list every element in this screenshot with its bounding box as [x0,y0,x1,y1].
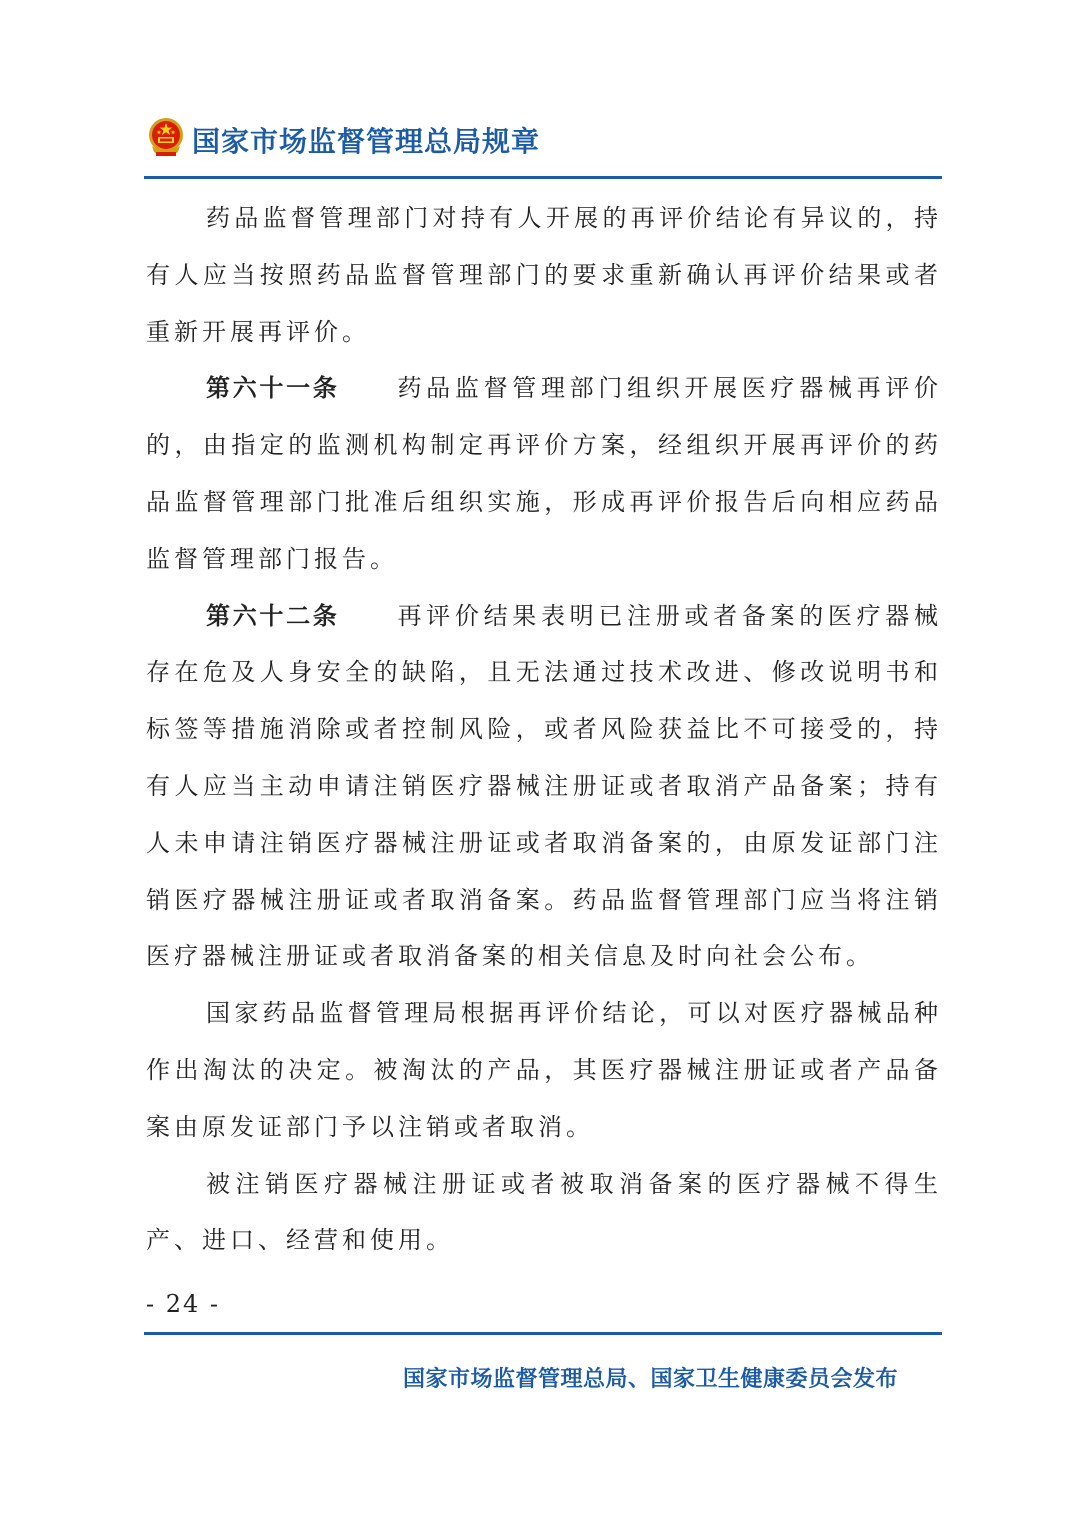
page-number: - 24 - [146,1290,221,1318]
national-emblem-icon [146,116,186,160]
paragraph-text: 药品监督管理部门对持有人开展的再评价结论有异议的，持有人应当按照药品监督管理部门的要求重新确认再评价结果或者重新开展再评价。 [146,204,942,346]
footer-publisher: 国家市场监督管理总局、国家卫生健康委员会发布 [402,1367,898,1392]
article-61 [146,360,942,587]
paragraph-text: 国家药品监督管理局根据再评价结论，可以对医疗器械品种作出淘汰的决定。被淘汰的产品，其医疗器械注册证或者产品备案由原发证部门予以注销或者取消。 [146,999,942,1141]
paragraph-text: 药品监督管理部门组织开展医疗器械再评价的，由指定的监测机构制定再评价方案，经组织开展再评价的药品监督管理部门批准后组织实施，形成再评价报告后向相应药品监督管理部门报告。 [146,374,943,573]
paragraph [146,190,942,360]
paragraph-text: 再评价结果表明已注册或者备案的医疗器械存在危及人身安全的缺陷，且无法通过技术改进、修改说明书和标签等措施消除或者控制风险，或者风险获益比不可接受的，持有人应当主动申请注销医疗器械注册证或者取消产品备案；持有人未申请注销医疗器械注册证或者取消备案的，由原发证部门注销医疗器械注册证或者取消备案。药品监督管理部门应当将注销医疗器械注册证或者取消备案的相关信息及时向社会公布。 [146,601,943,971]
article-heading: 第六十一条 [206,374,340,403]
page-header [146,114,942,164]
paragraph [146,1156,942,1270]
header-title: 国家市场监督管理总局规章 [192,125,541,158]
header-divider [144,176,942,179]
document-body [146,190,942,1269]
paragraph [146,985,942,1155]
article-62 [146,588,942,986]
article-heading: 第六十二条 [206,601,340,630]
footer-divider [144,1332,942,1335]
paragraph-text: 被注销医疗器械注册证或者被取消备案的医疗器械不得生产、进口、经营和使用。 [146,1169,942,1255]
